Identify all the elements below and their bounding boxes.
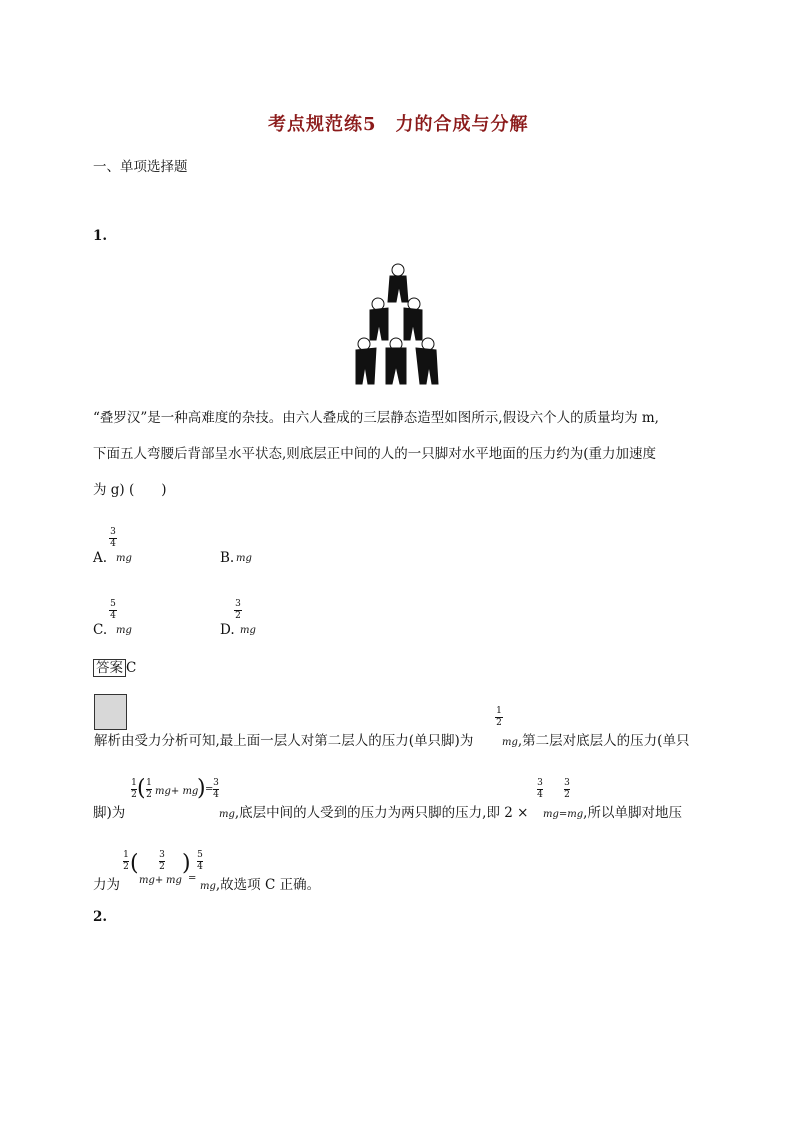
analysis-2-close-paren: ) bbox=[197, 776, 206, 801]
analysis-text-1a: 由受力分析可知,最上面一层人对第二层人的压力(单只脚)为 bbox=[121, 733, 474, 749]
tq-num: 3 bbox=[213, 778, 219, 788]
question-text-line-2: 下面五人弯腰后背部呈水平状态,则底层正中间的人的一只脚对水平地面的压力约为(重力加速度 bbox=[93, 446, 657, 462]
half-numerator: 1 bbox=[496, 706, 502, 716]
analysis-line-1-tail bbox=[502, 729, 689, 749]
human-pyramid-figure bbox=[352, 262, 442, 386]
analysis-2-three-halves bbox=[563, 778, 571, 801]
analysis-label: 解析 bbox=[94, 733, 121, 749]
a3-th-num: 3 bbox=[159, 850, 165, 860]
analysis-3-five-quarters bbox=[196, 850, 204, 873]
th-den: 2 bbox=[564, 790, 570, 800]
section-heading: 一、单项选择题 bbox=[93, 159, 188, 175]
analysis-mg-3: mg= bbox=[543, 809, 568, 820]
tqb-num: 3 bbox=[537, 778, 543, 788]
question-number-2: 2. bbox=[93, 909, 108, 925]
analysis-3-open-paren: ( bbox=[130, 851, 139, 876]
option-c-fraction bbox=[108, 599, 118, 622]
a3-half-den: 2 bbox=[123, 862, 129, 872]
analysis-2-three-quarters-b bbox=[536, 778, 544, 801]
option-a-numerator: 3 bbox=[110, 527, 116, 537]
analysis-2-inner-half bbox=[145, 778, 153, 801]
option-a-label: A. bbox=[93, 550, 108, 566]
analysis-3-equals: = bbox=[188, 873, 197, 884]
option-d-label: D. bbox=[220, 622, 235, 638]
analysis-3-close-paren: ) bbox=[182, 851, 191, 876]
option-b-label: B. bbox=[220, 550, 235, 566]
answer-label: 答案 bbox=[93, 659, 126, 677]
option-d-numerator: 3 bbox=[235, 599, 241, 609]
analysis-text-3-pre: 力为 bbox=[93, 877, 120, 893]
analysis-line-2-tail bbox=[543, 801, 682, 821]
analysis-label-box bbox=[94, 694, 127, 730]
a3-th-den: 2 bbox=[159, 862, 165, 872]
option-a-denominator: 4 bbox=[110, 539, 116, 549]
option-d-fraction bbox=[233, 599, 243, 622]
analysis-mg-1: mg bbox=[502, 737, 518, 748]
th-num: 3 bbox=[564, 778, 570, 788]
analysis-mg-5: mg bbox=[200, 881, 216, 892]
option-c-label: C. bbox=[93, 622, 108, 638]
analysis-3-half bbox=[122, 850, 130, 873]
answer-value: C bbox=[126, 660, 137, 676]
analysis-2-open-paren: ( bbox=[137, 776, 146, 801]
analysis-line-3-tail bbox=[200, 873, 320, 893]
analysis-line-2-body bbox=[219, 801, 528, 821]
question-text-line-1: “叠罗汉”是一种高难度的杂技。由六人叠成的三层静态造型如图所示,假设六个人的质量均为 m, bbox=[93, 410, 659, 426]
a3-half-num: 1 bbox=[123, 850, 129, 860]
analysis-3-inner-a: mg+ bbox=[139, 875, 164, 886]
analysis-mg-4: mg bbox=[567, 809, 584, 820]
analysis-2-three-quarters bbox=[212, 778, 220, 801]
option-d-denominator: 2 bbox=[235, 611, 241, 621]
page-title: 考点规范练5 力的合成与分解 bbox=[268, 114, 529, 135]
question-number-1: 1. bbox=[93, 228, 108, 244]
outer-half-num: 1 bbox=[131, 778, 137, 788]
answer-row bbox=[93, 656, 136, 676]
inner-half-num: 1 bbox=[146, 778, 152, 788]
tq-den: 4 bbox=[213, 790, 219, 800]
analysis-3-inner-b: mg bbox=[166, 875, 182, 886]
outer-half-den: 2 bbox=[131, 790, 137, 800]
analysis-text-2-mid: ,底层中间的人受到的压力为两只脚的压力,即 2 × bbox=[234, 805, 529, 821]
option-b-mg: mg bbox=[236, 553, 252, 564]
option-c-mg: mg bbox=[116, 625, 132, 636]
option-c-denominator: 4 bbox=[110, 611, 116, 621]
fq-den: 4 bbox=[197, 862, 203, 872]
option-d-mg: mg bbox=[240, 625, 256, 636]
tqb-den: 4 bbox=[537, 790, 543, 800]
option-a-fraction bbox=[108, 527, 118, 550]
question-text-line-3: 为 g) ( ) bbox=[93, 482, 167, 498]
analysis-3-three-halves bbox=[158, 850, 166, 873]
inner-half-den: 2 bbox=[146, 790, 152, 800]
analysis-text-3-end: ,故选项 C 正确。 bbox=[215, 877, 321, 893]
analysis-text-1b: ,第二层对底层人的压力(单只 bbox=[517, 733, 690, 749]
analysis-text-2-end: ,所以单脚对地压 bbox=[583, 805, 682, 821]
analysis-mg-2: mg bbox=[219, 809, 235, 820]
option-c-numerator: 5 bbox=[110, 599, 116, 609]
half-denominator: 2 bbox=[496, 718, 502, 728]
analysis-2-inner-expr: mg+ mg bbox=[155, 786, 199, 797]
analysis-2-equals: = bbox=[205, 784, 214, 795]
analysis-text-2-pre: 脚)为 bbox=[93, 805, 126, 821]
analysis-line-1 bbox=[94, 729, 473, 749]
analysis-half-fraction bbox=[494, 706, 504, 729]
option-a-mg: mg bbox=[116, 553, 132, 564]
fq-num: 5 bbox=[197, 850, 203, 860]
